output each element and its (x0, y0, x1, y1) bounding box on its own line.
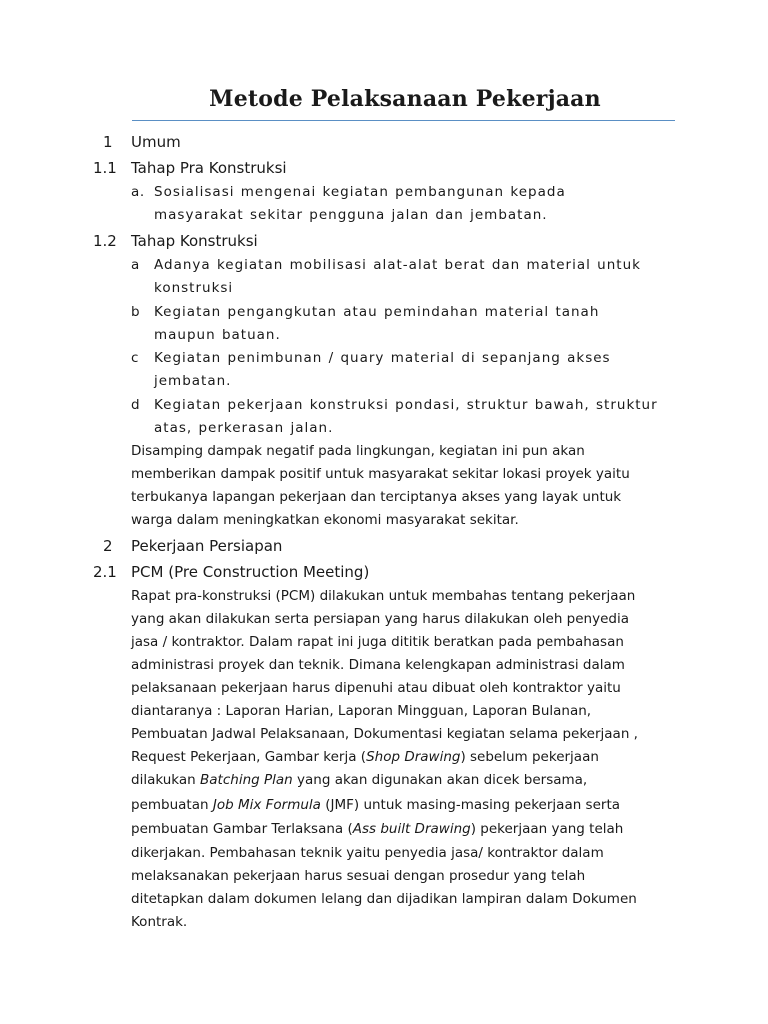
paragraph-line: pelaksanaan pekerjaan harus dipenuhi atau dibuat oleh kontraktor yaitu (131, 680, 621, 696)
title-underline (132, 120, 675, 121)
paragraph-line: Pembuatan Jadwal Pelaksanaan, Dokumentasi kegiatan selama pekerjaan , (131, 726, 638, 742)
list-text: Adanya kegiatan mobilisasi alat-alat berat dan material untuk (154, 257, 641, 273)
paragraph-line: jasa / kontraktor. Dalam rapat ini juga dititik beratkan pada pembahasan (131, 634, 624, 650)
paragraph-line: memberikan dampak positif untuk masyarakat sekitar lokasi proyek yaitu (131, 466, 630, 482)
paragraph-line: Disamping dampak negatif pada lingkungan, kegiatan ini pun akan (131, 443, 585, 459)
heading-number: 1 (103, 133, 113, 151)
paragraph-line: melaksanakan pekerjaan harus sesuai dengan prosedur yang telah (131, 868, 586, 884)
paragraph-line (131, 797, 620, 813)
paragraph-line: Rapat pra-konstruksi (PCM) dilakukan untuk membahas tentang pekerjaan (131, 588, 636, 604)
text-run: ) sebelum pekerjaan (460, 749, 599, 765)
list-text: Kegiatan pekerjaan konstruksi pondasi, struktur bawah, struktur (154, 397, 658, 413)
heading-text: Tahap Pra Konstruksi (131, 159, 287, 177)
heading-number: 2 (103, 537, 113, 555)
heading-text: PCM (Pre Construction Meeting) (131, 563, 370, 581)
paragraph-line: yang akan dilakukan serta persiapan yang harus dilakukan oleh penyedia (131, 611, 629, 627)
list-marker: d (131, 397, 141, 413)
list-text: jembatan. (154, 373, 232, 389)
paragraph-line: dikerjakan. Pembahasan teknik yaitu penyedia jasa/ kontraktor dalam (131, 845, 604, 861)
italic-term: Ass built Drawing (352, 821, 471, 837)
list-text: Kegiatan pengangkutan atau pemindahan material tanah (154, 304, 600, 320)
text-run: (JMF) untuk masing-masing pekerjaan serta (320, 797, 621, 813)
paragraph-line: terbukanya lapangan pekerjaan dan terciptanya akses yang layak untuk (131, 489, 622, 505)
text-run: yang akan digunakan akan dicek bersama, (292, 772, 588, 788)
heading-number: 2.1 (93, 563, 117, 581)
heading-text: Tahap Konstruksi (131, 232, 258, 250)
paragraph-line: Kontrak. (131, 914, 188, 930)
list-text: atas, perkerasan jalan. (154, 420, 334, 436)
text-run: pembuatan (131, 797, 213, 813)
list-marker: a (131, 257, 140, 273)
text-run: Request Pekerjaan, Gambar kerja ( (131, 749, 367, 765)
text-run: ) pekerjaan yang telah (470, 821, 624, 837)
italic-term: Batching Plan (200, 772, 293, 788)
document-title: Metode Pelaksanaan Pekerjaan (209, 86, 601, 112)
text-run: dilakukan (131, 772, 201, 788)
list-text: Kegiatan penimbunan / quary material di sepanjang akses (154, 350, 611, 366)
list-text: Sosialisasi mengenai kegiatan pembangunan kepada (154, 184, 566, 200)
heading-text: Pekerjaan Persiapan (131, 537, 283, 555)
paragraph-line: diantaranya : Laporan Harian, Laporan Mingguan, Laporan Bulanan, (131, 703, 592, 719)
list-marker: b (131, 304, 141, 320)
italic-term: Shop Drawing (366, 749, 461, 765)
paragraph-line (131, 749, 599, 765)
heading-text: Umum (131, 133, 181, 151)
paragraph-line (131, 772, 587, 788)
paragraph-line: ditetapkan dalam dokumen lelang dan dijadikan lampiran dalam Dokumen (131, 891, 637, 907)
list-text: masyarakat sekitar pengguna jalan dan jembatan. (154, 207, 548, 223)
paragraph-line: warga dalam meningkatkan ekonomi masyarakat sekitar. (131, 512, 519, 528)
text-run: pembuatan Gambar Terlaksana ( (131, 821, 353, 837)
paragraph-line (131, 821, 623, 837)
heading-number: 1.2 (93, 232, 117, 250)
list-marker: c (131, 350, 140, 366)
list-text: maupun batuan. (154, 327, 281, 343)
italic-term: Job Mix Formula (212, 797, 321, 813)
heading-number: 1.1 (93, 159, 117, 177)
list-text: konstruksi (154, 280, 234, 296)
list-marker: a. (131, 184, 145, 200)
paragraph-line: administrasi proyek dan teknik. Dimana kelengkapan administrasi dalam (131, 657, 625, 673)
